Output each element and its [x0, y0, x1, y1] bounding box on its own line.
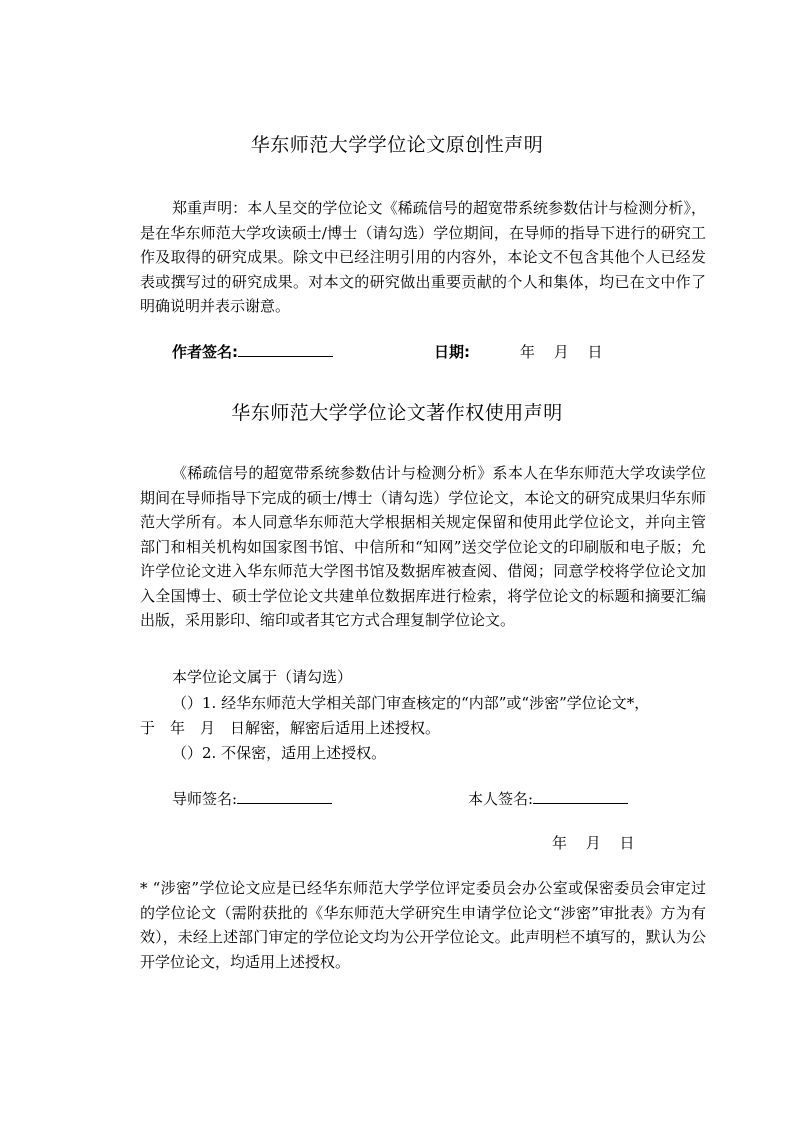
option-2: （）2. 不保密，适用上述授权。 — [172, 744, 387, 762]
footnote: * “涉密”学位论文应是已经华东师范大学学位评定委员会办公室或保密委员会审定过的学位论文（需附获批的《华东师范大学研究生申请学位论文“涉密”审批表》方为有效），未经上述部门审定的学位论文均为公开学位论文。此声明栏不填写的，默认为公开学位论文，均适用上述授权。 — [140, 879, 706, 971]
originality-title: 华东师范大学学位论文原创性声明 — [250, 134, 544, 156]
author-signature-blank[interactable] — [238, 342, 333, 357]
self-signature-label: 本人签名: — [468, 790, 534, 808]
advisor-signature-row — [172, 788, 332, 809]
copyright-title: 华东师范大学学位论文著作权使用声明 — [231, 402, 563, 424]
date-fields: 年 月 日 — [520, 343, 603, 361]
date-label: 日期: — [434, 343, 470, 361]
self-signature-blank[interactable] — [533, 789, 628, 804]
author-signature-label: 作者签名: — [172, 343, 238, 361]
belongs-label: 本学位论文属于（请勾选） — [172, 668, 353, 686]
advisor-signature-label: 导师签名: — [172, 790, 238, 808]
option-1: （）1. 经华东师范大学相关部门审查核定的“内部”或“涉密”学位论文*， — [172, 694, 650, 712]
option-1-cont: 于 年 月 日解密，解密后适用上述授权。 — [140, 719, 441, 737]
advisor-signature-blank[interactable] — [237, 789, 332, 804]
self-signature-row — [468, 788, 628, 809]
originality-body: 郑重声明：本人呈交的学位论文《稀疏信号的超宽带系统参数估计与检测分析》，是在华东师范大学攻读硕士/博士（请勾选）学位期间，在导师的指导下进行的研究工作及取得的研究成果。除文中已经注明引用的内容外，本论文不包含其他个人已经发表或撰写过的研究成果。对本文的研究做出重要贡献的个人和集体，均已在文中作了明确说明并表示谢意。 — [140, 199, 706, 315]
copyright-date-fields: 年 月 日 — [552, 834, 635, 852]
copyright-body: 《稀疏信号的超宽带系统参数估计与检测分析》系本人在华东师范大学攻读学位期间在导师指导下完成的硕士/博士（请勾选）学位论文，本论文的研究成果归华东师范大学所有。本人同意华东师范大学根据相关规定保留和使用此学位论文，并向主管部门和相关机构如国家图书馆、中信所和“知网”送交学位论文的印刷版和电子版；允许学位论文进入华东师范大学图书馆及数据库被查阅、借阅；同意学校将学位论文加入全国博士、硕士学位论文共建单位数据库进行检索，将学位论文的标题和摘要汇编出版，采用影印、缩印或者其它方式合理复制学位论文。 — [140, 464, 706, 629]
author-signature-row — [172, 341, 333, 362]
